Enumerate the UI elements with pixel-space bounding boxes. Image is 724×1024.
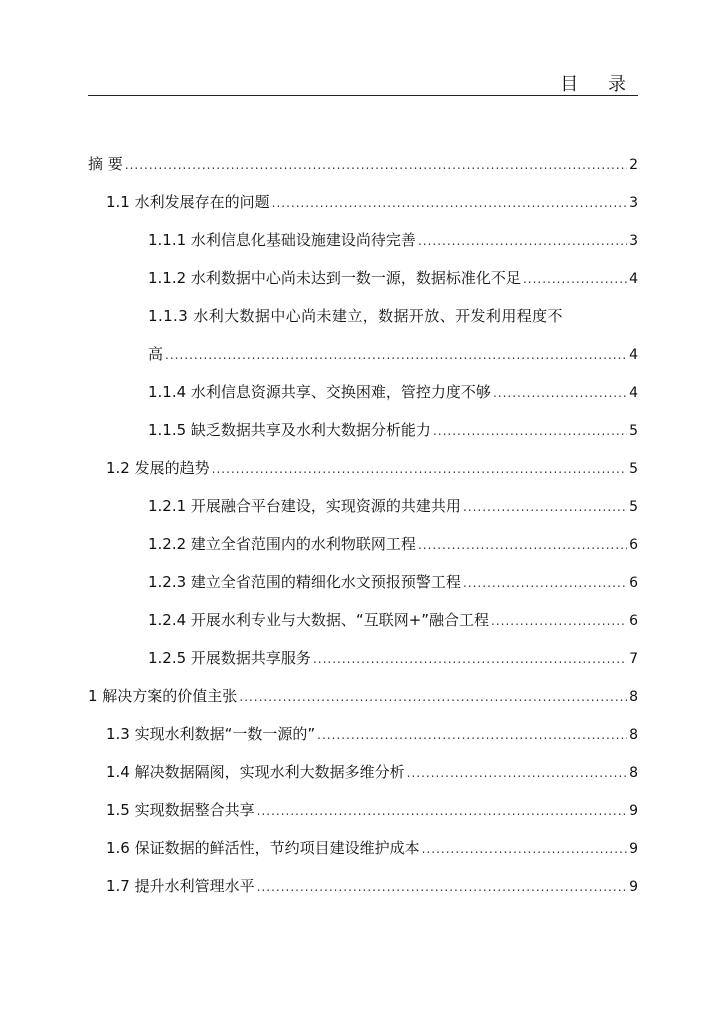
dot-leader xyxy=(433,421,627,441)
header-rule xyxy=(88,95,638,96)
dot-leader xyxy=(491,611,627,631)
toc-entry-wrapped-line2[interactable] xyxy=(148,344,638,365)
toc-entry-title: 1.2.4 开展水利专业与大数据、“互联网+”融合工程 xyxy=(148,611,490,629)
toc-entry-page: 3 xyxy=(629,233,638,249)
toc-entry-title: 1.2.1 开展融合平台建设，实现资源的共建共用 xyxy=(148,497,461,515)
toc-entry-title: 1.1.2 水利数据中心尚未达到一数一源，数据标准化不足 xyxy=(148,269,521,287)
toc-entry-page: 9 xyxy=(629,803,638,819)
toc-entry[interactable] xyxy=(148,496,638,517)
dot-leader xyxy=(212,459,627,479)
toc-entry[interactable] xyxy=(106,762,638,783)
toc-entry-page: 5 xyxy=(629,461,638,477)
dot-leader xyxy=(257,801,627,821)
toc-entry-title: 1.1.4 水利信息资源共享、交换困难，管控力度不够 xyxy=(148,383,491,401)
toc-entry-page: 2 xyxy=(629,157,638,173)
header-title: 目 录 xyxy=(560,74,638,95)
toc-entry-title-continued: 高 xyxy=(148,345,164,363)
toc-entry-title: 1.2.5 开展数据共享服务 xyxy=(148,649,311,667)
toc-entry-title: 1.6 保证数据的鲜活性，节约项目建设维护成本 xyxy=(106,839,420,857)
toc-entry-page: 4 xyxy=(629,347,638,363)
dot-leader xyxy=(418,231,627,251)
toc-entry-title: 1.1.1 水利信息化基础设施建设尚待完善 xyxy=(148,231,416,249)
toc-entry[interactable] xyxy=(106,192,638,213)
toc-entry-title: 1.1 水利发展存在的问题 xyxy=(106,193,270,211)
toc-entry-title: 摘 要 xyxy=(88,155,123,173)
toc-entry-page: 8 xyxy=(629,689,638,705)
toc-entry-page: 9 xyxy=(629,841,638,857)
dot-leader xyxy=(523,269,627,289)
toc-entry[interactable] xyxy=(88,686,638,707)
toc-entry-title: 1.7 提升水利管理水平 xyxy=(106,877,255,895)
toc-entry-page: 6 xyxy=(629,613,638,629)
toc-entry[interactable] xyxy=(106,458,638,479)
toc-entry[interactable] xyxy=(106,724,638,745)
toc-entry-page: 4 xyxy=(629,271,638,287)
toc-entry-page: 5 xyxy=(629,423,638,439)
toc-entry[interactable] xyxy=(106,800,638,821)
toc-entry-page: 4 xyxy=(629,385,638,401)
toc-entry-title: 1 解决方案的价值主张 xyxy=(88,687,238,705)
dot-leader xyxy=(125,155,627,175)
toc-entry-page: 5 xyxy=(629,499,638,515)
dot-leader xyxy=(422,839,627,859)
toc-entry-title: 1.3 实现水利数据“一数一源的” xyxy=(106,725,316,743)
toc-entry-page: 8 xyxy=(629,765,638,781)
toc-entry[interactable] xyxy=(148,382,638,403)
dot-leader xyxy=(239,687,627,707)
dot-leader xyxy=(463,497,627,517)
toc-entry-page: 6 xyxy=(629,575,638,591)
toc-entry-title: 1.1.3 水利大数据中心尚未建立，数据开放、开发利用程度不 xyxy=(148,307,563,325)
toc-entry[interactable] xyxy=(106,838,638,859)
dot-leader xyxy=(407,763,627,783)
toc-entry-title: 1.2.2 建立全省范围内的水利物联网工程 xyxy=(148,535,416,553)
toc-entry[interactable] xyxy=(148,534,638,555)
toc-entry-page: 6 xyxy=(629,537,638,553)
dot-leader xyxy=(463,573,627,593)
toc-entry[interactable] xyxy=(148,230,638,251)
toc-entry[interactable] xyxy=(106,876,638,897)
toc-entry-page: 3 xyxy=(629,195,638,211)
toc-entry[interactable] xyxy=(148,420,638,441)
toc-entry[interactable] xyxy=(88,154,638,175)
toc-entry-title: 1.4 解决数据隔阂，实现水利大数据多维分析 xyxy=(106,763,405,781)
toc-entry[interactable] xyxy=(148,610,638,631)
toc-entry-page: 8 xyxy=(629,727,638,743)
toc-entry-title: 1.1.5 缺乏数据共享及水利大数据分析能力 xyxy=(148,421,431,439)
toc-entry[interactable] xyxy=(148,648,638,669)
dot-leader xyxy=(257,877,627,897)
toc-entry-wrapped-line1[interactable] xyxy=(148,306,638,326)
dot-leader xyxy=(317,725,627,745)
toc-entry[interactable] xyxy=(148,268,638,289)
dot-leader xyxy=(165,345,627,365)
dot-leader xyxy=(493,383,627,403)
toc-entry-page: 9 xyxy=(629,879,638,895)
dot-leader xyxy=(313,649,627,669)
dot-leader xyxy=(418,535,627,555)
dot-leader xyxy=(272,193,627,213)
toc-entry-title: 1.5 实现数据整合共享 xyxy=(106,801,255,819)
toc-entry-title: 1.2.3 建立全省范围的精细化水文预报预警工程 xyxy=(148,573,461,591)
toc-entry[interactable] xyxy=(148,572,638,593)
toc-entry-page: 7 xyxy=(629,651,638,667)
toc-entry-title: 1.2 发展的趋势 xyxy=(106,459,210,477)
